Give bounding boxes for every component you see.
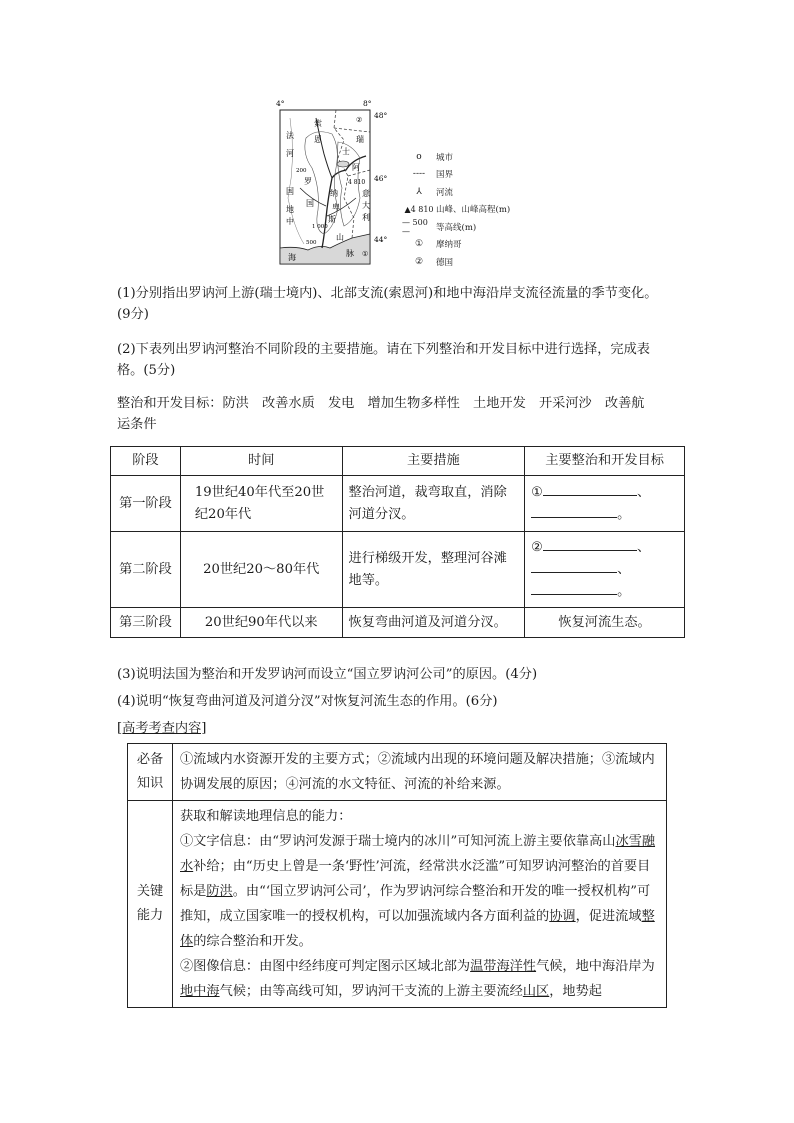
map-lat-top: 48° xyxy=(374,111,388,120)
underlined-answer: 温带海洋性 xyxy=(470,959,537,974)
contour-label: 200 xyxy=(296,168,307,174)
map-label: 脉 xyxy=(346,249,354,258)
map-label: 国 xyxy=(306,199,314,208)
marker-one: ① xyxy=(362,250,369,258)
goal-sep: 、 xyxy=(636,484,651,500)
legend-item xyxy=(402,166,542,184)
legend-label: 德国 xyxy=(436,257,454,268)
legend-item xyxy=(402,183,542,201)
time-cell: 20世纪20～80年代 xyxy=(180,532,342,608)
text-span: ②图像信息：由图中经纬度可判定图示区域北部为 xyxy=(180,959,471,974)
row-label: 必备知识 xyxy=(128,744,173,801)
legend-label: 等高线(m) xyxy=(436,222,477,233)
ability-intro: 获取和解读地理信息的能力： xyxy=(180,809,352,824)
text-span: ，促进流域 xyxy=(575,909,642,924)
text-span: ，地势起 xyxy=(549,984,602,999)
time-cell: 20世纪90年代以来 xyxy=(180,608,342,638)
legend-item xyxy=(402,253,542,271)
map-label: 索 xyxy=(314,119,322,128)
goal-mark: ② xyxy=(531,539,543,555)
map-label: 利 xyxy=(362,213,370,222)
text-span: 。由“‘国立罗讷河公司’，作为罗讷河综合整治和开发的唯一授权机构”可推知，成立国家唯一的授权机构，可以加强流域内各方面利益的 xyxy=(180,884,651,924)
section-title xyxy=(117,718,685,739)
marker-two: ② xyxy=(356,116,363,124)
table-header: 主要措施 xyxy=(342,447,525,476)
question-2-line1: (2)下表列出罗讷河整治不同阶段的主要措施。请在下列整治和开发目标中进行选择，完成表 xyxy=(117,342,650,357)
underlined-answer: 整体 xyxy=(180,909,655,949)
lake xyxy=(337,161,349,167)
underlined-answer: 地中海 xyxy=(180,984,220,999)
row-content xyxy=(173,801,667,1008)
goal-end: 。 xyxy=(617,583,631,599)
table-header: 阶段 xyxy=(111,447,181,476)
legend-item xyxy=(402,148,542,166)
legend-label: 国界 xyxy=(436,170,454,181)
map-label: 法 xyxy=(286,131,294,140)
underlined-answer: 冰雪融水 xyxy=(180,834,656,874)
legend-label: 城市 xyxy=(436,152,454,163)
goals-line2: 运条件 xyxy=(117,417,157,432)
goal-cell xyxy=(525,476,685,532)
text-info-paragraph xyxy=(180,829,659,954)
river-icon: ⅄ xyxy=(416,186,422,197)
city-icon: o xyxy=(416,151,422,162)
goals-line1: 整治和开发目标：防洪 改善水质 发电 增加生物多样性 土地开发 开采河沙 改善航 xyxy=(117,396,645,411)
map-label: 地 xyxy=(286,205,294,214)
goal-mark: ① xyxy=(531,484,543,500)
question-1 xyxy=(117,283,685,325)
map-label: 山 xyxy=(336,233,344,242)
map-legend xyxy=(402,148,542,271)
goal-sep: 、 xyxy=(636,539,651,555)
map-label: 斯 xyxy=(328,215,336,224)
marker-one-icon: ① xyxy=(414,239,424,250)
text-span: 的综合整治和开发。 xyxy=(193,934,312,949)
row-content: ①流域内水资源开发的主要方式；②流域内出现的环境问题及解决措施；③流域内协调发展的原因；④河流的水文特征、河流的补给来源。 xyxy=(173,744,667,801)
text-span: ①文字信息：由“罗讷河发源于瑞士境内的冰川”可知河流上游主要依靠高山 xyxy=(180,834,616,849)
underlined-answer: 山区 xyxy=(522,984,550,999)
map-label: 大 xyxy=(362,201,370,210)
goals-list xyxy=(117,393,685,435)
goal-cell xyxy=(525,532,685,608)
map-lat-mid: 46° xyxy=(374,174,388,183)
map-label: 瑞 xyxy=(356,135,364,144)
question-1-line2: (9分) xyxy=(117,307,149,322)
question-3: (3)说明法国为整治和开发罗讷河而设立“国立罗讷河公司”的原因。(4分) xyxy=(117,667,538,682)
table-row xyxy=(128,744,667,801)
map-lat-bottom: 44° xyxy=(374,235,388,244)
underlined-answer: 协调 xyxy=(549,909,576,924)
map-label: 阿 xyxy=(352,163,360,172)
section-title-text: [高考考查内容] xyxy=(117,721,207,736)
border-line xyxy=(334,128,370,132)
stage-cell: 第三阶段 xyxy=(111,608,181,638)
answer-blank[interactable] xyxy=(531,581,617,595)
answer-blank[interactable] xyxy=(543,482,637,496)
map-label: 罗 xyxy=(304,177,312,186)
legend-item xyxy=(402,236,542,254)
contour-label: 1 000 xyxy=(312,224,328,230)
stages-table xyxy=(110,446,685,638)
map-label: 河 xyxy=(286,149,294,158)
legend-label: 摩纳哥 xyxy=(436,240,462,251)
map-label: 恩 xyxy=(314,135,322,144)
peak-icon: ▲4 810 xyxy=(404,204,434,214)
row-label: 关键能力 xyxy=(128,801,173,1008)
border-icon: ---- xyxy=(412,169,426,180)
map-label: 海 xyxy=(288,253,296,262)
table-row xyxy=(111,608,685,638)
time-cell: 19世纪40年代至20世纪20年代 xyxy=(180,476,342,532)
question-4: (4)说明“恢复弯曲河道及河道分汊”对恢复河流生态的作用。(6分) xyxy=(117,694,498,709)
legend-item xyxy=(402,201,542,219)
map-label: 卑 xyxy=(332,203,340,212)
question-2-line2: 格。(5分) xyxy=(117,363,176,378)
peak-label: 4 810 xyxy=(348,179,366,186)
map-label: 国 xyxy=(286,187,294,196)
map-label: 纳 xyxy=(330,189,338,198)
map-lon-left: 4° xyxy=(276,99,285,108)
legend-label: 河流 xyxy=(436,187,454,198)
goal-sep: 、 xyxy=(617,561,631,577)
text-span: 气候，地中海沿岸为 xyxy=(536,959,655,974)
contour-icon: — 500 — xyxy=(402,217,428,236)
table-row xyxy=(111,532,685,608)
rhone-map xyxy=(276,98,392,268)
image-info-paragraph xyxy=(180,954,659,1004)
answer-blank[interactable] xyxy=(543,537,637,551)
question-1-line1: (1)分别指出罗讷河上游(瑞士境内)、北部支流(索恩河)和地中海沿岸支流径流量的季节变化。 xyxy=(117,286,658,301)
legend-label: 山峰、山峰高程(m) xyxy=(436,205,511,216)
map-label: 中 xyxy=(286,217,294,226)
stage-cell: 第一阶段 xyxy=(111,476,181,532)
table-row xyxy=(111,476,685,532)
measure-cell: 整治河道，裁弯取直，消除河道分汊。 xyxy=(342,476,525,532)
map-label: 意 xyxy=(362,189,370,198)
stage-cell: 第二阶段 xyxy=(111,532,181,608)
measure-cell: 进行梯级开发，整理河谷滩地等。 xyxy=(342,532,525,608)
table-row xyxy=(128,801,667,1008)
answer-blank[interactable] xyxy=(531,559,617,573)
marker-two-icon: ② xyxy=(414,256,424,267)
table-header: 时间 xyxy=(180,447,342,476)
answer-blank[interactable] xyxy=(531,504,617,518)
map-lon-right: 8° xyxy=(363,99,372,108)
map-label: 士 xyxy=(342,147,350,156)
exam-content-table xyxy=(127,743,667,1008)
legend-item xyxy=(402,218,542,236)
contour-label: 500 xyxy=(306,240,317,246)
goal-cell: 恢复河流生态。 xyxy=(525,608,685,638)
text-span: 气候；由等高线可知，罗讷河干支流的上游主要流经 xyxy=(219,984,523,999)
table-header: 主要整治和开发目标 xyxy=(525,447,685,476)
measure-cell: 恢复弯曲河道及河道分汊。 xyxy=(342,608,525,638)
goal-end: 。 xyxy=(617,506,631,522)
question-2 xyxy=(117,339,685,381)
text-span: 补给；由“历史上曾是一条‘野性’河流，经常洪水泛滥”可知罗讷河整治的首要目标是 xyxy=(180,859,651,899)
underlined-answer: 防洪 xyxy=(206,884,233,899)
